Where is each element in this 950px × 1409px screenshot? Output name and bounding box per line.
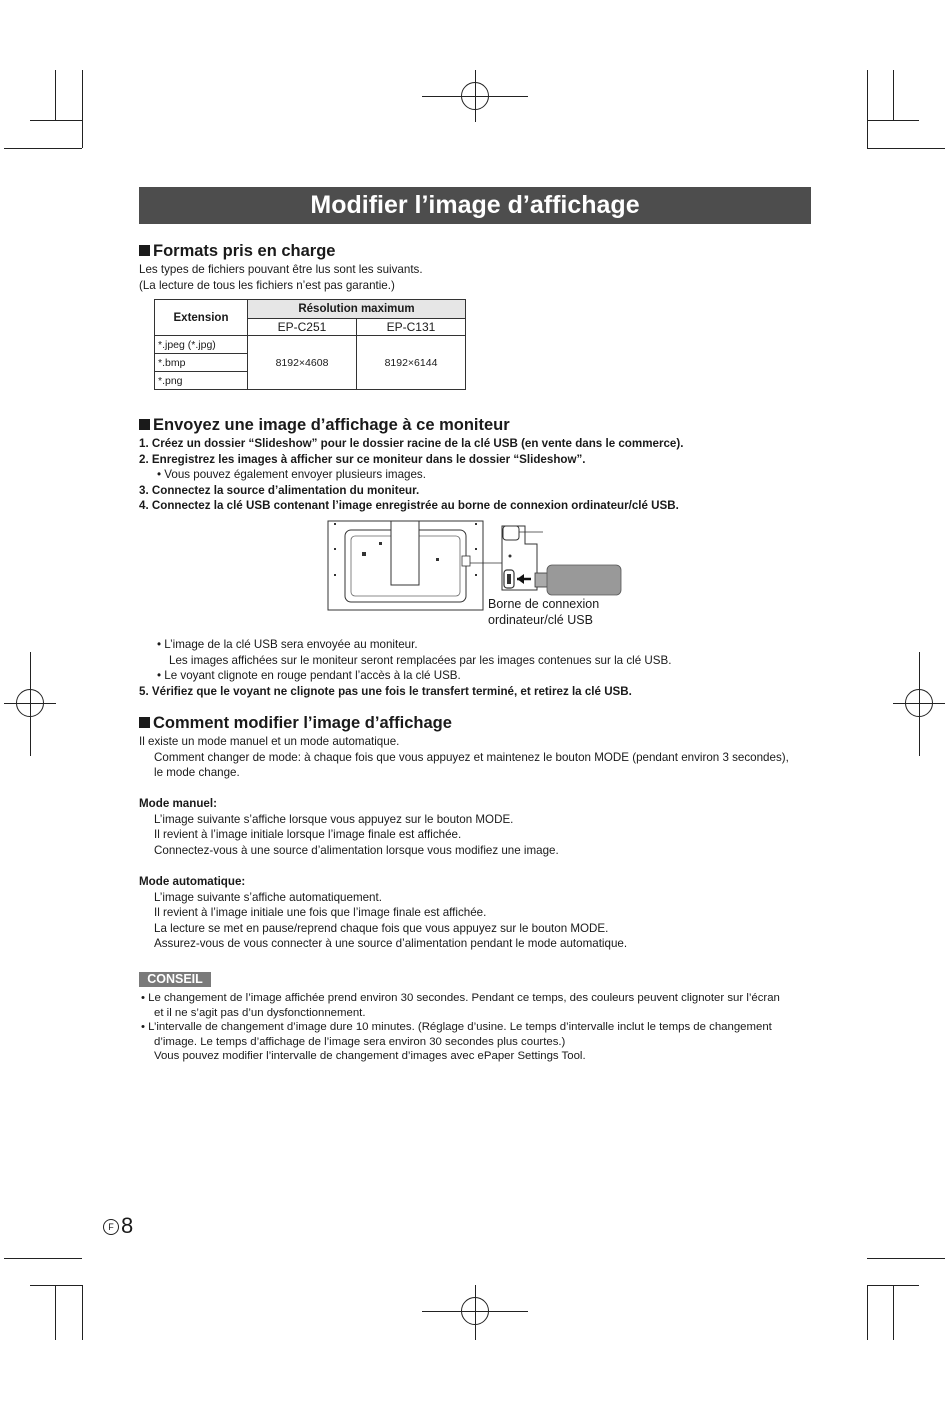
registration-circle: [461, 82, 489, 110]
crop-mark: [30, 1285, 82, 1286]
conseil-badge: CONSEIL: [139, 972, 211, 987]
crop-mark: [893, 1285, 894, 1340]
text-line: (La lecture de tous les fichiers n’est pas garantie.): [139, 278, 395, 292]
text-line: L’image suivante s’affiche automatiquement.: [154, 890, 382, 904]
step-3: 3. Connectez la source d’alimentation du moniteur.: [139, 483, 420, 497]
text-line: Les types de fichiers pouvant être lus sont les suivants.: [139, 263, 423, 276]
section-heading: [139, 242, 335, 261]
registration-circle: [905, 689, 933, 717]
text-line: Il revient à l’image initiale une fois que l’image finale est affichée.: [154, 906, 487, 919]
header-extension: Extension: [155, 300, 248, 336]
header-model: EP-C251: [248, 319, 357, 336]
text-line: La lecture se met en pause/reprend chaque fois que vous appuyez sur le bouton MODE.: [154, 921, 609, 935]
crop-mark: [867, 1285, 868, 1340]
text-line: L’image suivante s’affiche lorsque vous appuyez sur le bouton MODE.: [154, 812, 514, 826]
heading-text: Formats pris en charge: [153, 242, 336, 260]
mode-label: Mode manuel:: [139, 797, 217, 810]
label-line: Borne de connexion: [488, 597, 600, 611]
section-heading: [139, 416, 510, 435]
step-4: 4. Connectez la clé USB contenant l’image enregistrée au borne de connexion ordinateur/clé USB.: [139, 499, 679, 512]
crop-mark: [893, 70, 894, 120]
mode-label: Mode automatique:: [139, 875, 246, 888]
label-line: ordinateur/clé USB: [488, 612, 593, 627]
diagram-label: [488, 597, 599, 628]
bullet-continuation: Les images affichées sur le moniteur seront remplacées par les images contenues sur la clé USB.: [169, 653, 672, 667]
bullet: • L’image de la clé USB sera envoyée au moniteur.: [157, 638, 418, 651]
crop-mark: [867, 70, 868, 148]
transfer-notes: [139, 637, 671, 699]
heading-text: Comment modifier l’image d’affichage: [153, 714, 452, 732]
text-line: le mode change.: [154, 766, 240, 779]
square-bullet-icon: [139, 419, 150, 430]
crop-mark: [30, 120, 82, 121]
bullet: • Vous pouvez également envoyer plusieurs images.: [157, 468, 426, 481]
crop-mark: [867, 120, 919, 121]
heading-text: Envoyez une image d’affichage à ce moniteur: [153, 416, 510, 434]
resolution-cell: 8192×4608: [248, 336, 357, 390]
crop-mark: [4, 1258, 82, 1259]
extension-cell: *.bmp: [155, 354, 248, 372]
header-model: EP-C131: [357, 319, 466, 336]
extension-cell: *.jpeg (*.jpg): [155, 336, 248, 354]
mode-intro: [139, 734, 789, 781]
formats-table: [154, 299, 466, 390]
tip-line: d’image. Le temps d’affichage de l’image sera environ 30 secondes plus courtes.): [154, 1035, 566, 1048]
crop-mark: [867, 1258, 945, 1259]
crop-mark: [867, 1285, 919, 1286]
crop-mark: [55, 1285, 56, 1340]
header-resolution: Résolution maximum: [248, 300, 466, 319]
tip-line: • L’intervalle de changement d’image dure 10 minutes. (Réglage d’usine. Le temps d’intervalle inclut le temps de changement: [141, 1021, 772, 1034]
page-title: Modifier l’image d’affichage: [139, 187, 811, 224]
step-5: 5. Vérifiez que le voyant ne clignote pas une fois le transfert terminé, et retirez la clé USB.: [139, 684, 632, 698]
crop-mark: [82, 70, 83, 148]
step-2: 2. Enregistrez les images à afficher sur ce moniteur dans le dossier “Slideshow”.: [139, 452, 586, 466]
text-line: Il revient à l’image initiale lorsque l’image finale est affichée.: [154, 828, 462, 841]
crop-mark: [867, 148, 945, 149]
text-line: Il existe un mode manuel et un mode automatique.: [139, 735, 400, 748]
registration-circle: [16, 689, 44, 717]
conseil-text: [139, 991, 780, 1064]
steps: [139, 436, 683, 514]
text-line: Comment changer de mode: à chaque fois que vous appuyez et maintenez le bouton MODE (pendant environ 3 secondes),: [154, 750, 789, 764]
language-circle-icon: F: [103, 1219, 119, 1235]
page-number: [103, 1213, 133, 1239]
tip-line: et il ne s’agit pas d’un dysfonctionnement.: [154, 1006, 366, 1019]
page-number-text: 8: [121, 1213, 134, 1238]
tip-line: Vous pouvez modifier l’intervalle de changement d’images avec ePaper Settings Tool.: [154, 1050, 586, 1063]
square-bullet-icon: [139, 717, 150, 728]
section-heading: [139, 714, 452, 733]
text-line: Assurez-vous de vous connecter à une source d’alimentation pendant le mode automatique.: [154, 937, 628, 950]
text-line: Connectez-vous à une source d’alimentation lorsque vous modifiez une image.: [154, 843, 559, 857]
crop-mark: [82, 1285, 83, 1340]
intro-text: [139, 262, 423, 293]
step-1: 1. Créez un dossier “Slideshow” pour le dossier racine de la clé USB (en vente dans le commerce).: [139, 437, 684, 450]
resolution-cell: 8192×6144: [357, 336, 466, 390]
bullet: • Le voyant clignote en rouge pendant l’accès à la clé USB.: [157, 669, 461, 682]
crop-mark: [55, 70, 56, 120]
square-bullet-icon: [139, 245, 150, 256]
registration-circle: [461, 1297, 489, 1325]
auto-mode: [139, 874, 627, 952]
extension-cell: *.png: [155, 372, 248, 390]
tip-line: • Le changement de l’image affichée prend environ 30 secondes. Pendant ce temps, des couleurs peuvent clignoter sur l’écran: [141, 992, 780, 1004]
crop-mark: [4, 148, 82, 149]
manual-mode: [139, 796, 559, 858]
